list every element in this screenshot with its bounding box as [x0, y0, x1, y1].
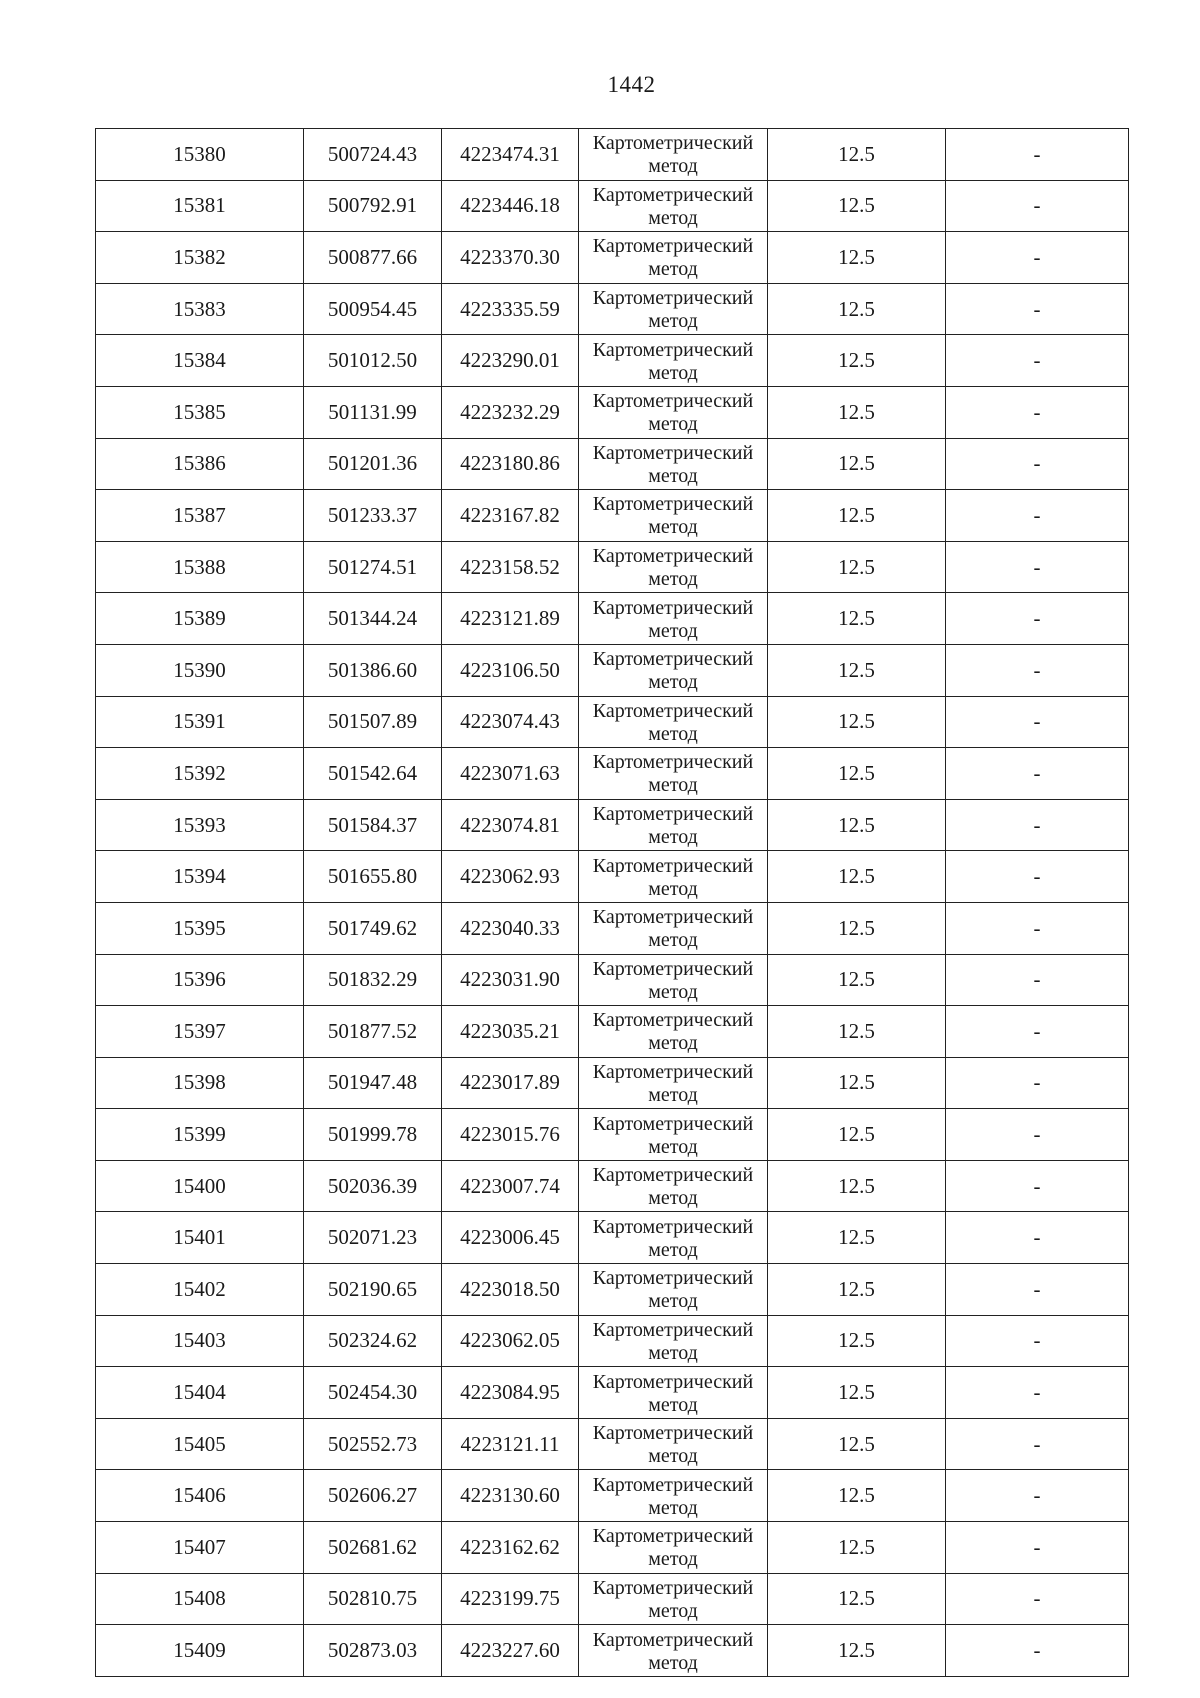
- point-number-cell: 15398: [96, 1057, 304, 1109]
- method-label-line2: метод: [648, 1238, 698, 1261]
- table-row: [96, 180, 1129, 232]
- method-label-line1: Картометрический: [592, 1060, 754, 1083]
- note-cell: -: [946, 1109, 1129, 1161]
- accuracy-cell: 12.5: [768, 593, 946, 645]
- method-cell: [579, 1212, 768, 1264]
- method-label-line1: Картометрический: [592, 1164, 754, 1187]
- x-coordinate-cell: 501877.52: [304, 1006, 442, 1058]
- method-label-line1: Картометрический: [592, 1525, 754, 1548]
- method-label-line1: Картометрический: [592, 287, 754, 310]
- method-label-line1: Картометрический: [592, 751, 754, 774]
- table-row: [96, 1522, 1129, 1574]
- y-coordinate-cell: 4223018.50: [442, 1264, 579, 1316]
- method-label-line2: метод: [648, 1083, 698, 1106]
- accuracy-cell: 12.5: [768, 1367, 946, 1419]
- accuracy-cell: 12.5: [768, 1315, 946, 1367]
- method-label-line1: Картометрический: [592, 183, 754, 206]
- method-label-line1: Картометрический: [592, 1112, 754, 1135]
- x-coordinate-cell: 501584.37: [304, 799, 442, 851]
- table-row: [96, 902, 1129, 954]
- note-cell: -: [946, 1160, 1129, 1212]
- method-label-line1: Картометрический: [592, 1009, 754, 1032]
- note-cell: -: [946, 541, 1129, 593]
- note-cell: -: [946, 1367, 1129, 1419]
- y-coordinate-cell: 4223121.11: [442, 1418, 579, 1470]
- point-number-cell: 15403: [96, 1315, 304, 1367]
- point-number-cell: 15392: [96, 748, 304, 800]
- x-coordinate-cell: 501012.50: [304, 335, 442, 387]
- y-coordinate-cell: 4223446.18: [442, 180, 579, 232]
- method-cell: [579, 851, 768, 903]
- page-number: 1442: [607, 72, 656, 97]
- y-coordinate-cell: 4223007.74: [442, 1160, 579, 1212]
- table-row: [96, 593, 1129, 645]
- x-coordinate-cell: 502190.65: [304, 1264, 442, 1316]
- accuracy-cell: 12.5: [768, 129, 946, 181]
- point-number-cell: 15388: [96, 541, 304, 593]
- method-cell: [579, 335, 768, 387]
- x-coordinate-cell: 501749.62: [304, 902, 442, 954]
- accuracy-cell: 12.5: [768, 851, 946, 903]
- y-coordinate-cell: 4223071.63: [442, 748, 579, 800]
- method-label-line2: метод: [648, 1599, 698, 1622]
- y-coordinate-cell: 4223167.82: [442, 490, 579, 542]
- table-row: [96, 644, 1129, 696]
- method-cell: [579, 1418, 768, 1470]
- note-cell: -: [946, 1625, 1129, 1677]
- method-cell: [579, 1006, 768, 1058]
- x-coordinate-cell: 502552.73: [304, 1418, 442, 1470]
- method-label-line2: метод: [648, 1187, 698, 1210]
- x-coordinate-cell: 502324.62: [304, 1315, 442, 1367]
- method-label-line2: метод: [648, 155, 698, 178]
- point-number-cell: 15389: [96, 593, 304, 645]
- y-coordinate-cell: 4223290.01: [442, 335, 579, 387]
- method-cell: [579, 593, 768, 645]
- note-cell: -: [946, 1522, 1129, 1574]
- table-row: [96, 1109, 1129, 1161]
- table-row: [96, 851, 1129, 903]
- x-coordinate-cell: 502606.27: [304, 1470, 442, 1522]
- method-cell: [579, 232, 768, 284]
- table-row: [96, 1367, 1129, 1419]
- accuracy-cell: 12.5: [768, 696, 946, 748]
- y-coordinate-cell: 4223106.50: [442, 644, 579, 696]
- y-coordinate-cell: 4223015.76: [442, 1109, 579, 1161]
- note-cell: -: [946, 283, 1129, 335]
- point-number-cell: 15386: [96, 438, 304, 490]
- table-row: [96, 283, 1129, 335]
- method-label-line2: метод: [648, 464, 698, 487]
- method-label-line2: метод: [648, 310, 698, 333]
- x-coordinate-cell: 501947.48: [304, 1057, 442, 1109]
- x-coordinate-cell: 501344.24: [304, 593, 442, 645]
- method-label-line1: Картометрический: [592, 699, 754, 722]
- note-cell: -: [946, 438, 1129, 490]
- table-row: [96, 1057, 1129, 1109]
- method-label-line2: метод: [648, 1445, 698, 1468]
- accuracy-cell: 12.5: [768, 1418, 946, 1470]
- note-cell: -: [946, 1006, 1129, 1058]
- point-number-cell: 15384: [96, 335, 304, 387]
- method-label-line1: Картометрический: [592, 1576, 754, 1599]
- table-row: [96, 129, 1129, 181]
- method-label-line2: метод: [648, 516, 698, 539]
- method-cell: [579, 1264, 768, 1316]
- point-number-cell: 15401: [96, 1212, 304, 1264]
- point-number-cell: 15380: [96, 129, 304, 181]
- note-cell: -: [946, 748, 1129, 800]
- method-cell: [579, 1573, 768, 1625]
- x-coordinate-cell: 501131.99: [304, 386, 442, 438]
- method-label-line2: метод: [648, 1496, 698, 1519]
- table-row: [96, 1470, 1129, 1522]
- x-coordinate-cell: 501832.29: [304, 954, 442, 1006]
- point-number-cell: 15399: [96, 1109, 304, 1161]
- x-coordinate-cell: 500877.66: [304, 232, 442, 284]
- method-label-line1: Картометрический: [592, 132, 754, 155]
- method-label-line1: Картометрический: [592, 1473, 754, 1496]
- coordinates-table-body: [96, 129, 1129, 1677]
- method-label-line1: Картометрический: [592, 1628, 754, 1651]
- point-number-cell: 15400: [96, 1160, 304, 1212]
- method-cell: [579, 1109, 768, 1161]
- y-coordinate-cell: 4223199.75: [442, 1573, 579, 1625]
- note-cell: -: [946, 1470, 1129, 1522]
- method-cell: [579, 799, 768, 851]
- method-cell: [579, 1160, 768, 1212]
- x-coordinate-cell: 502681.62: [304, 1522, 442, 1574]
- x-coordinate-cell: 501999.78: [304, 1109, 442, 1161]
- method-cell: [579, 748, 768, 800]
- method-label-line2: метод: [648, 258, 698, 281]
- accuracy-cell: 12.5: [768, 1522, 946, 1574]
- x-coordinate-cell: 502873.03: [304, 1625, 442, 1677]
- table-row: [96, 954, 1129, 1006]
- method-cell: [579, 283, 768, 335]
- table-row: [96, 232, 1129, 284]
- point-number-cell: 15406: [96, 1470, 304, 1522]
- note-cell: -: [946, 180, 1129, 232]
- y-coordinate-cell: 4223227.60: [442, 1625, 579, 1677]
- point-number-cell: 15385: [96, 386, 304, 438]
- table-row: [96, 1006, 1129, 1058]
- note-cell: -: [946, 799, 1129, 851]
- note-cell: -: [946, 696, 1129, 748]
- method-label-line2: метод: [648, 619, 698, 642]
- x-coordinate-cell: 502454.30: [304, 1367, 442, 1419]
- method-label-line1: Картометрический: [592, 803, 754, 826]
- method-cell: [579, 1470, 768, 1522]
- table-row: [96, 541, 1129, 593]
- point-number-cell: 15397: [96, 1006, 304, 1058]
- accuracy-cell: 12.5: [768, 1006, 946, 1058]
- method-label-line1: Картометрический: [592, 854, 754, 877]
- x-coordinate-cell: 502036.39: [304, 1160, 442, 1212]
- method-cell: [579, 1367, 768, 1419]
- method-label-line1: Картометрический: [592, 1318, 754, 1341]
- method-label-line1: Картометрический: [592, 1370, 754, 1393]
- accuracy-cell: 12.5: [768, 490, 946, 542]
- y-coordinate-cell: 4223474.31: [442, 129, 579, 181]
- y-coordinate-cell: 4223062.93: [442, 851, 579, 903]
- y-coordinate-cell: 4223031.90: [442, 954, 579, 1006]
- table-row: [96, 1264, 1129, 1316]
- point-number-cell: 15387: [96, 490, 304, 542]
- note-cell: -: [946, 1212, 1129, 1264]
- method-label-line2: метод: [648, 1393, 698, 1416]
- method-cell: [579, 129, 768, 181]
- table-row: [96, 1160, 1129, 1212]
- method-label-line1: Картометрический: [592, 390, 754, 413]
- point-number-cell: 15383: [96, 283, 304, 335]
- note-cell: -: [946, 954, 1129, 1006]
- method-label-line2: метод: [648, 1651, 698, 1674]
- accuracy-cell: 12.5: [768, 541, 946, 593]
- method-cell: [579, 644, 768, 696]
- method-cell: [579, 386, 768, 438]
- note-cell: -: [946, 1057, 1129, 1109]
- method-label-line1: Картометрический: [592, 1267, 754, 1290]
- method-label-line2: метод: [648, 1548, 698, 1571]
- accuracy-cell: 12.5: [768, 954, 946, 1006]
- method-label-line2: метод: [648, 1032, 698, 1055]
- point-number-cell: 15393: [96, 799, 304, 851]
- point-number-cell: 15408: [96, 1573, 304, 1625]
- x-coordinate-cell: 500954.45: [304, 283, 442, 335]
- method-cell: [579, 438, 768, 490]
- point-number-cell: 15382: [96, 232, 304, 284]
- note-cell: -: [946, 335, 1129, 387]
- y-coordinate-cell: 4223035.21: [442, 1006, 579, 1058]
- coordinates-table: [95, 128, 1129, 1677]
- note-cell: -: [946, 902, 1129, 954]
- y-coordinate-cell: 4223062.05: [442, 1315, 579, 1367]
- note-cell: -: [946, 490, 1129, 542]
- y-coordinate-cell: 4223232.29: [442, 386, 579, 438]
- table-row: [96, 335, 1129, 387]
- accuracy-cell: 12.5: [768, 232, 946, 284]
- method-label-line2: метод: [648, 877, 698, 900]
- point-number-cell: 15407: [96, 1522, 304, 1574]
- note-cell: -: [946, 851, 1129, 903]
- table-row: [96, 1573, 1129, 1625]
- method-label-line2: метод: [648, 361, 698, 384]
- method-label-line2: метод: [648, 413, 698, 436]
- table-row: [96, 438, 1129, 490]
- accuracy-cell: 12.5: [768, 1109, 946, 1161]
- y-coordinate-cell: 4223370.30: [442, 232, 579, 284]
- method-cell: [579, 902, 768, 954]
- x-coordinate-cell: 501542.64: [304, 748, 442, 800]
- y-coordinate-cell: 4223084.95: [442, 1367, 579, 1419]
- method-label-line2: метод: [648, 671, 698, 694]
- accuracy-cell: 12.5: [768, 335, 946, 387]
- table-row: [96, 1625, 1129, 1677]
- method-cell: [579, 1315, 768, 1367]
- method-label-line2: метод: [648, 568, 698, 591]
- table-row: [96, 1315, 1129, 1367]
- method-cell: [579, 180, 768, 232]
- table-row: [96, 490, 1129, 542]
- y-coordinate-cell: 4223074.81: [442, 799, 579, 851]
- point-number-cell: 15396: [96, 954, 304, 1006]
- method-cell: [579, 1625, 768, 1677]
- method-cell: [579, 696, 768, 748]
- point-number-cell: 15390: [96, 644, 304, 696]
- point-number-cell: 15391: [96, 696, 304, 748]
- x-coordinate-cell: 502810.75: [304, 1573, 442, 1625]
- method-label-line1: Картометрический: [592, 235, 754, 258]
- x-coordinate-cell: 500792.91: [304, 180, 442, 232]
- accuracy-cell: 12.5: [768, 902, 946, 954]
- y-coordinate-cell: 4223162.62: [442, 1522, 579, 1574]
- accuracy-cell: 12.5: [768, 1212, 946, 1264]
- y-coordinate-cell: 4223180.86: [442, 438, 579, 490]
- method-label-line2: метод: [648, 929, 698, 952]
- accuracy-cell: 12.5: [768, 1264, 946, 1316]
- table-row: [96, 748, 1129, 800]
- y-coordinate-cell: 4223006.45: [442, 1212, 579, 1264]
- method-label-line2: метод: [648, 774, 698, 797]
- accuracy-cell: 12.5: [768, 1625, 946, 1677]
- x-coordinate-cell: 501274.51: [304, 541, 442, 593]
- method-label-line1: Картометрический: [592, 493, 754, 516]
- accuracy-cell: 12.5: [768, 644, 946, 696]
- x-coordinate-cell: 501507.89: [304, 696, 442, 748]
- point-number-cell: 15394: [96, 851, 304, 903]
- y-coordinate-cell: 4223335.59: [442, 283, 579, 335]
- table-row: [96, 799, 1129, 851]
- method-cell: [579, 1522, 768, 1574]
- point-number-cell: 15404: [96, 1367, 304, 1419]
- point-number-cell: 15402: [96, 1264, 304, 1316]
- method-label-line1: Картометрический: [592, 906, 754, 929]
- y-coordinate-cell: 4223158.52: [442, 541, 579, 593]
- y-coordinate-cell: 4223040.33: [442, 902, 579, 954]
- y-coordinate-cell: 4223121.89: [442, 593, 579, 645]
- method-label-line2: метод: [648, 206, 698, 229]
- method-label-line1: Картометрический: [592, 338, 754, 361]
- table-row: [96, 386, 1129, 438]
- method-label-line2: метод: [648, 1290, 698, 1313]
- table-row: [96, 1418, 1129, 1470]
- x-coordinate-cell: 501386.60: [304, 644, 442, 696]
- note-cell: -: [946, 644, 1129, 696]
- method-cell: [579, 1057, 768, 1109]
- method-label-line2: метод: [648, 1341, 698, 1364]
- method-label-line1: Картометрический: [592, 957, 754, 980]
- x-coordinate-cell: 500724.43: [304, 129, 442, 181]
- note-cell: -: [946, 1573, 1129, 1625]
- point-number-cell: 15405: [96, 1418, 304, 1470]
- note-cell: -: [946, 232, 1129, 284]
- x-coordinate-cell: 501233.37: [304, 490, 442, 542]
- x-coordinate-cell: 502071.23: [304, 1212, 442, 1264]
- x-coordinate-cell: 501655.80: [304, 851, 442, 903]
- note-cell: -: [946, 1264, 1129, 1316]
- method-label-line2: метод: [648, 722, 698, 745]
- note-cell: -: [946, 129, 1129, 181]
- method-cell: [579, 954, 768, 1006]
- accuracy-cell: 12.5: [768, 1160, 946, 1212]
- method-label-line1: Картометрический: [592, 1422, 754, 1445]
- method-cell: [579, 490, 768, 542]
- accuracy-cell: 12.5: [768, 283, 946, 335]
- method-cell: [579, 541, 768, 593]
- x-coordinate-cell: 501201.36: [304, 438, 442, 490]
- method-label-line1: Картометрический: [592, 596, 754, 619]
- y-coordinate-cell: 4223017.89: [442, 1057, 579, 1109]
- table-row: [96, 696, 1129, 748]
- accuracy-cell: 12.5: [768, 1057, 946, 1109]
- accuracy-cell: 12.5: [768, 1470, 946, 1522]
- table-row: [96, 1212, 1129, 1264]
- accuracy-cell: 12.5: [768, 799, 946, 851]
- point-number-cell: 15381: [96, 180, 304, 232]
- method-label-line1: Картометрический: [592, 1215, 754, 1238]
- method-label-line2: метод: [648, 826, 698, 849]
- method-label-line2: метод: [648, 1135, 698, 1158]
- note-cell: -: [946, 1315, 1129, 1367]
- note-cell: -: [946, 386, 1129, 438]
- accuracy-cell: 12.5: [768, 748, 946, 800]
- method-label-line2: метод: [648, 980, 698, 1003]
- y-coordinate-cell: 4223074.43: [442, 696, 579, 748]
- accuracy-cell: 12.5: [768, 386, 946, 438]
- note-cell: -: [946, 593, 1129, 645]
- point-number-cell: 15395: [96, 902, 304, 954]
- y-coordinate-cell: 4223130.60: [442, 1470, 579, 1522]
- method-label-line1: Картометрический: [592, 545, 754, 568]
- point-number-cell: 15409: [96, 1625, 304, 1677]
- note-cell: -: [946, 1418, 1129, 1470]
- accuracy-cell: 12.5: [768, 180, 946, 232]
- accuracy-cell: 12.5: [768, 438, 946, 490]
- method-label-line1: Картометрический: [592, 441, 754, 464]
- accuracy-cell: 12.5: [768, 1573, 946, 1625]
- method-label-line1: Картометрический: [592, 648, 754, 671]
